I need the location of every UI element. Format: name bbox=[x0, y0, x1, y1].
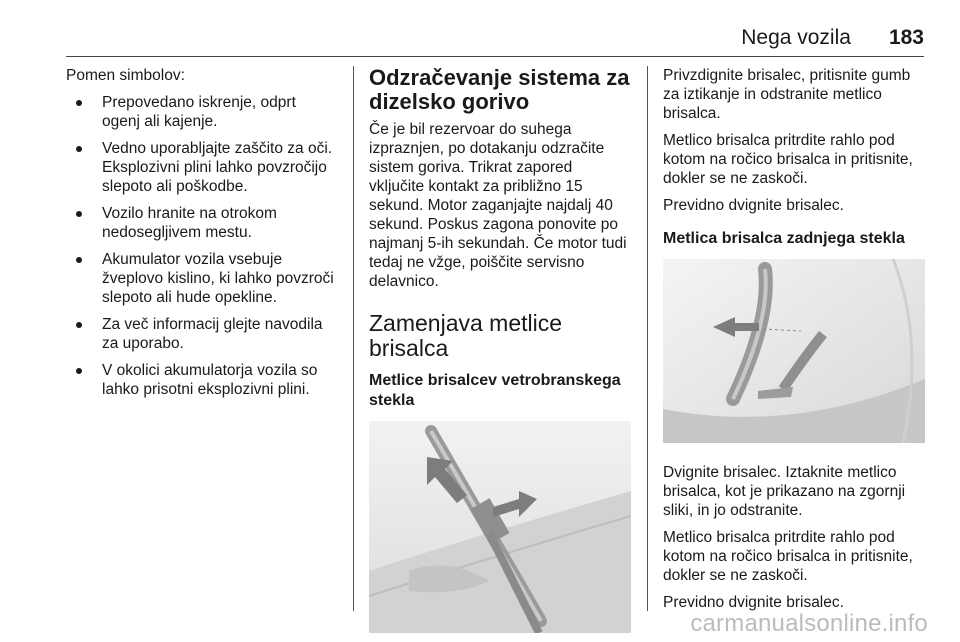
column-1 bbox=[66, 66, 336, 407]
rear-wiper-step-1: Dvignite brisalec. Iztaknite metlico brisalca, kot je prikazano na zgornji sliki, in jo odstranite. bbox=[663, 464, 906, 519]
list-item: Vozilo hranite na otrokom nedosegljivem mestu. bbox=[66, 204, 336, 242]
column-2 bbox=[369, 66, 631, 633]
list-item: Prepovedano iskrenje, odprt ogenj ali kajenje. bbox=[66, 93, 336, 131]
windscreen-wiper-subheading: Metlice brisalcev vetrobranskega stekla bbox=[369, 372, 621, 409]
rear-wiper-subheading: Metlica brisalca zadnjega stekla bbox=[663, 230, 905, 247]
watermark: carmanualsonline.info bbox=[690, 610, 928, 637]
list-item: Za več informacij glejte navodila za uporabo. bbox=[66, 315, 336, 353]
wiper-step-1: Privzdignite brisalec, pritisnite gumb za iztikanje in odstranite metlico brisalca. bbox=[663, 67, 911, 122]
wiper-replacement-heading: Zamenjava metlice brisalca bbox=[369, 310, 563, 361]
rear-wiper-step-2: Metlico brisalca pritrdite rahlo pod kotom na ročico brisalca in pritisnite, dokler se ne zaskoči. bbox=[663, 529, 913, 584]
wiper-step-3: Previdno dvignite brisalec. bbox=[663, 197, 844, 214]
header-divider bbox=[66, 56, 924, 57]
column-divider-2 bbox=[647, 66, 648, 611]
list-item: V okolici akumulatorja vozila so lahko prisotni eksplozivni plini. bbox=[66, 361, 336, 399]
symbols-intro: Pomen simbolov: bbox=[66, 67, 185, 84]
column-divider-1 bbox=[353, 66, 354, 611]
list-item: Vedno uporabljajte zaščito za oči. Eksplozivni plini lahko povzročijo slepoto ali poškodbe. bbox=[66, 139, 336, 196]
diesel-bleed-text: Če je bil rezervoar do suhega izpraznjen, po dotakanju odzračite sistem goriva. Trikrat zapored vključite kontakt za približno 15 sekund. Motor zaganjajte najdalj 40 sekund. Poskus zagona ponovite po najmanj 5-ih sekundah. Če motor tudi tedaj ne vžge, poiščite servisno delavnico. bbox=[369, 121, 627, 290]
windscreen-wiper-illustration bbox=[369, 421, 631, 633]
column-3 bbox=[663, 66, 925, 620]
section-title: Nega vozila bbox=[741, 26, 851, 49]
symbol-list bbox=[66, 93, 336, 399]
wiper-step-2: Metlico brisalca pritrdite rahlo pod kotom na ročico brisalca in pritisnite, dokler se ne zaskoči. bbox=[663, 132, 913, 187]
diesel-bleed-heading: Odzračevanje sistema za dizelsko gorivo bbox=[369, 65, 630, 114]
page-header bbox=[0, 26, 924, 54]
list-item: Akumulator vozila vsebuje žveplovo kislino, ki lahko povzroči slepoto ali hude opekline. bbox=[66, 250, 336, 307]
page-number: 183 bbox=[888, 26, 924, 49]
rear-wiper-step-3: Previdno dvignite brisalec. bbox=[663, 594, 844, 611]
rear-wiper-illustration bbox=[663, 259, 925, 443]
